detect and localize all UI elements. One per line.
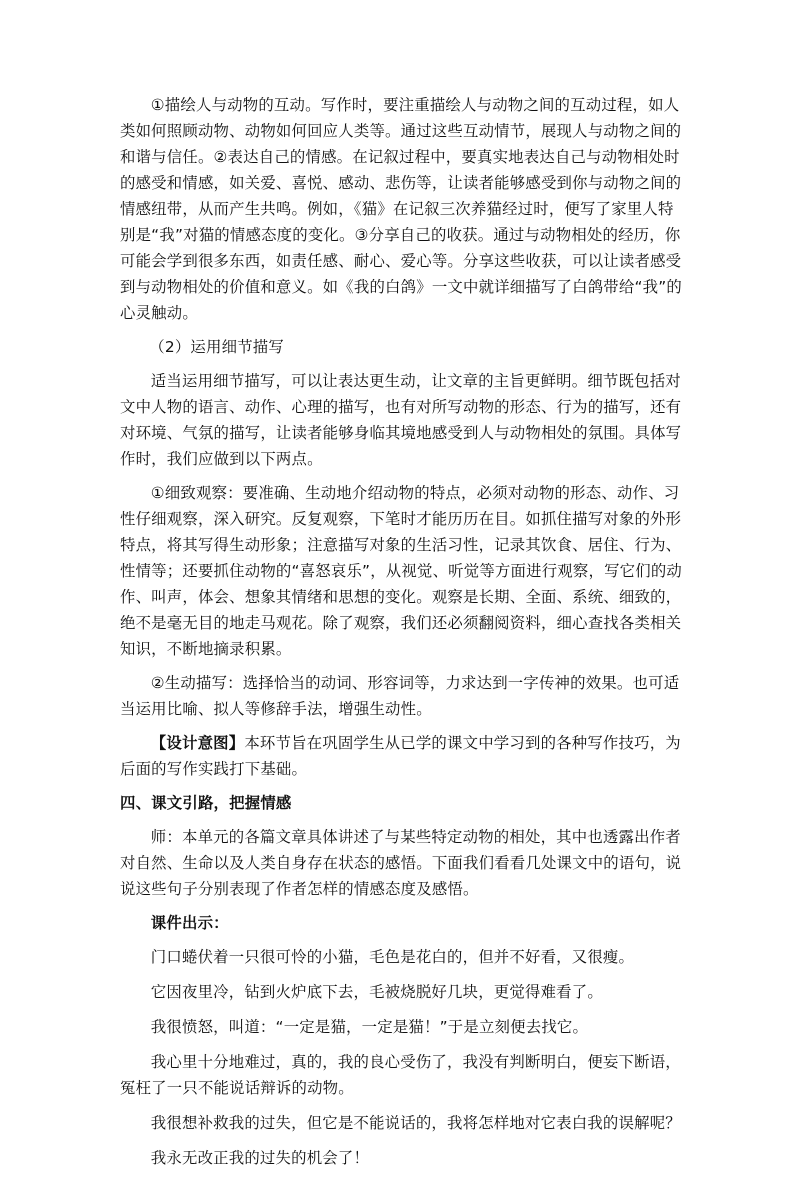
paragraph-detail-description: 适当运用细节描写，可以让表达更生动，让文章的主旨更鲜明。细节既包括对文中人物的语言、动作、心理的描写，也有对所写动物的形态、行为的描写，还有对环境、气氛的描写，让读者能够身临其境地感受到人与动物相处的氛围。具体写作时，我们应做到以下两点。 [120, 372, 682, 468]
paragraph-design-intent [120, 730, 684, 782]
section-heading: 四、课文引路，把握情感 [120, 794, 292, 812]
paragraph-interaction: ①描绘人与动物的互动。写作时，要注重描绘人与动物之间的互动过程，如人类如何照顾动物、动物如何回应人类等。通过这些互动情节，展现人与动物之间的和谐与信任。②表达自己的情感。在记叙过程中，要真实地表达自己与动物相处时的感受和情感，如关爱、喜悦、感动、悲伤等，让读者能够感受到你与动物之间的情感纽带，从而产生共鸣。例如，《猫》在记叙三次养猫经过时，便写了家里人特别是“我”对猫的情感态度的变化。③分享自己的收获。通过与动物相处的经历，你可能会学到很多东西，如责任感、耐心、爱心等。分享这些收获，可以让读者感受到与动物相处的价值和意义。如《我的白鸽》一文中就详细描写了白鸽带给“我”的心灵触动。 [120, 96, 683, 322]
quote-3: 我很愤怒，叫道：“一定是猫，一定是猫！”于是立刻便去找它。 [150, 1018, 589, 1036]
quote-1: 门口蜷伏着一只很可怜的小猫，毛色是花白的，但并不好看，又很瘦。 [150, 948, 635, 966]
document-body [120, 92, 684, 1180]
paragraph-observation: ①细致观察：要准确、生动地介绍动物的特点，必须对动物的形态、动作、习性仔细观察，深入研究。反复观察，下笔时才能历历在目。如抓住描写对象的外形特点，将其写得生动形象；注意描写对象的生活习性，记录其饮食、居住、行为、性情等；还要抓住动物的“喜怒哀乐”，从视觉、听觉等方面进行观察，写它们的动作、叫声，体会、想象其情绪和思想的变化。观察是长期、全面、系统、细致的，绝不是毫无目的地走马观花。除了观察，我们还必须翻阅资料，细心查找各类相关知识，不断地摘录积累。 [120, 484, 683, 658]
quote-2: 它因夜里冷，钻到火炉底下去，毛被烧脱好几块，更觉得难看了。 [150, 983, 603, 1001]
courseware-label: 课件出示： [150, 914, 229, 932]
paragraph-teacher: 师：本单元的各篇文章具体讲述了与某些特定动物的相处，其中也透露出作者对自然、生命以及人类自身存在状态的感悟。下面我们看看几处课文中的语句，说说这些句子分别表现了作者怎样的情感态度及感悟。 [120, 828, 682, 898]
design-intent-label: 【设计意图】 [150, 734, 245, 752]
quote-4: 我心里十分地难过，真的，我的良心受伤了，我没有判断明白，便妄下断语，冤枉了一只不能说话辩诉的动物。 [120, 1053, 681, 1097]
subsection-title: （2）运用细节描写 [149, 338, 284, 356]
design-intent-text: 本环节旨在巩固学生从已学的课文中学习到的各种写作技巧，为后面的写作实践打下基础。 [120, 734, 681, 778]
quote-5: 我很想补救我的过失，但它是不能说话的，我将怎样地对它表白我的误解呢？ [150, 1114, 681, 1132]
quote-6: 我永无改正我的过失的机会了！ [150, 1149, 370, 1167]
paragraph-vivid-description: ②生动描写：选择恰当的动词、形容词等，力求达到一字传神的效果。也可适当运用比喻、拟人等修辞手法，增强生动性。 [120, 674, 680, 718]
